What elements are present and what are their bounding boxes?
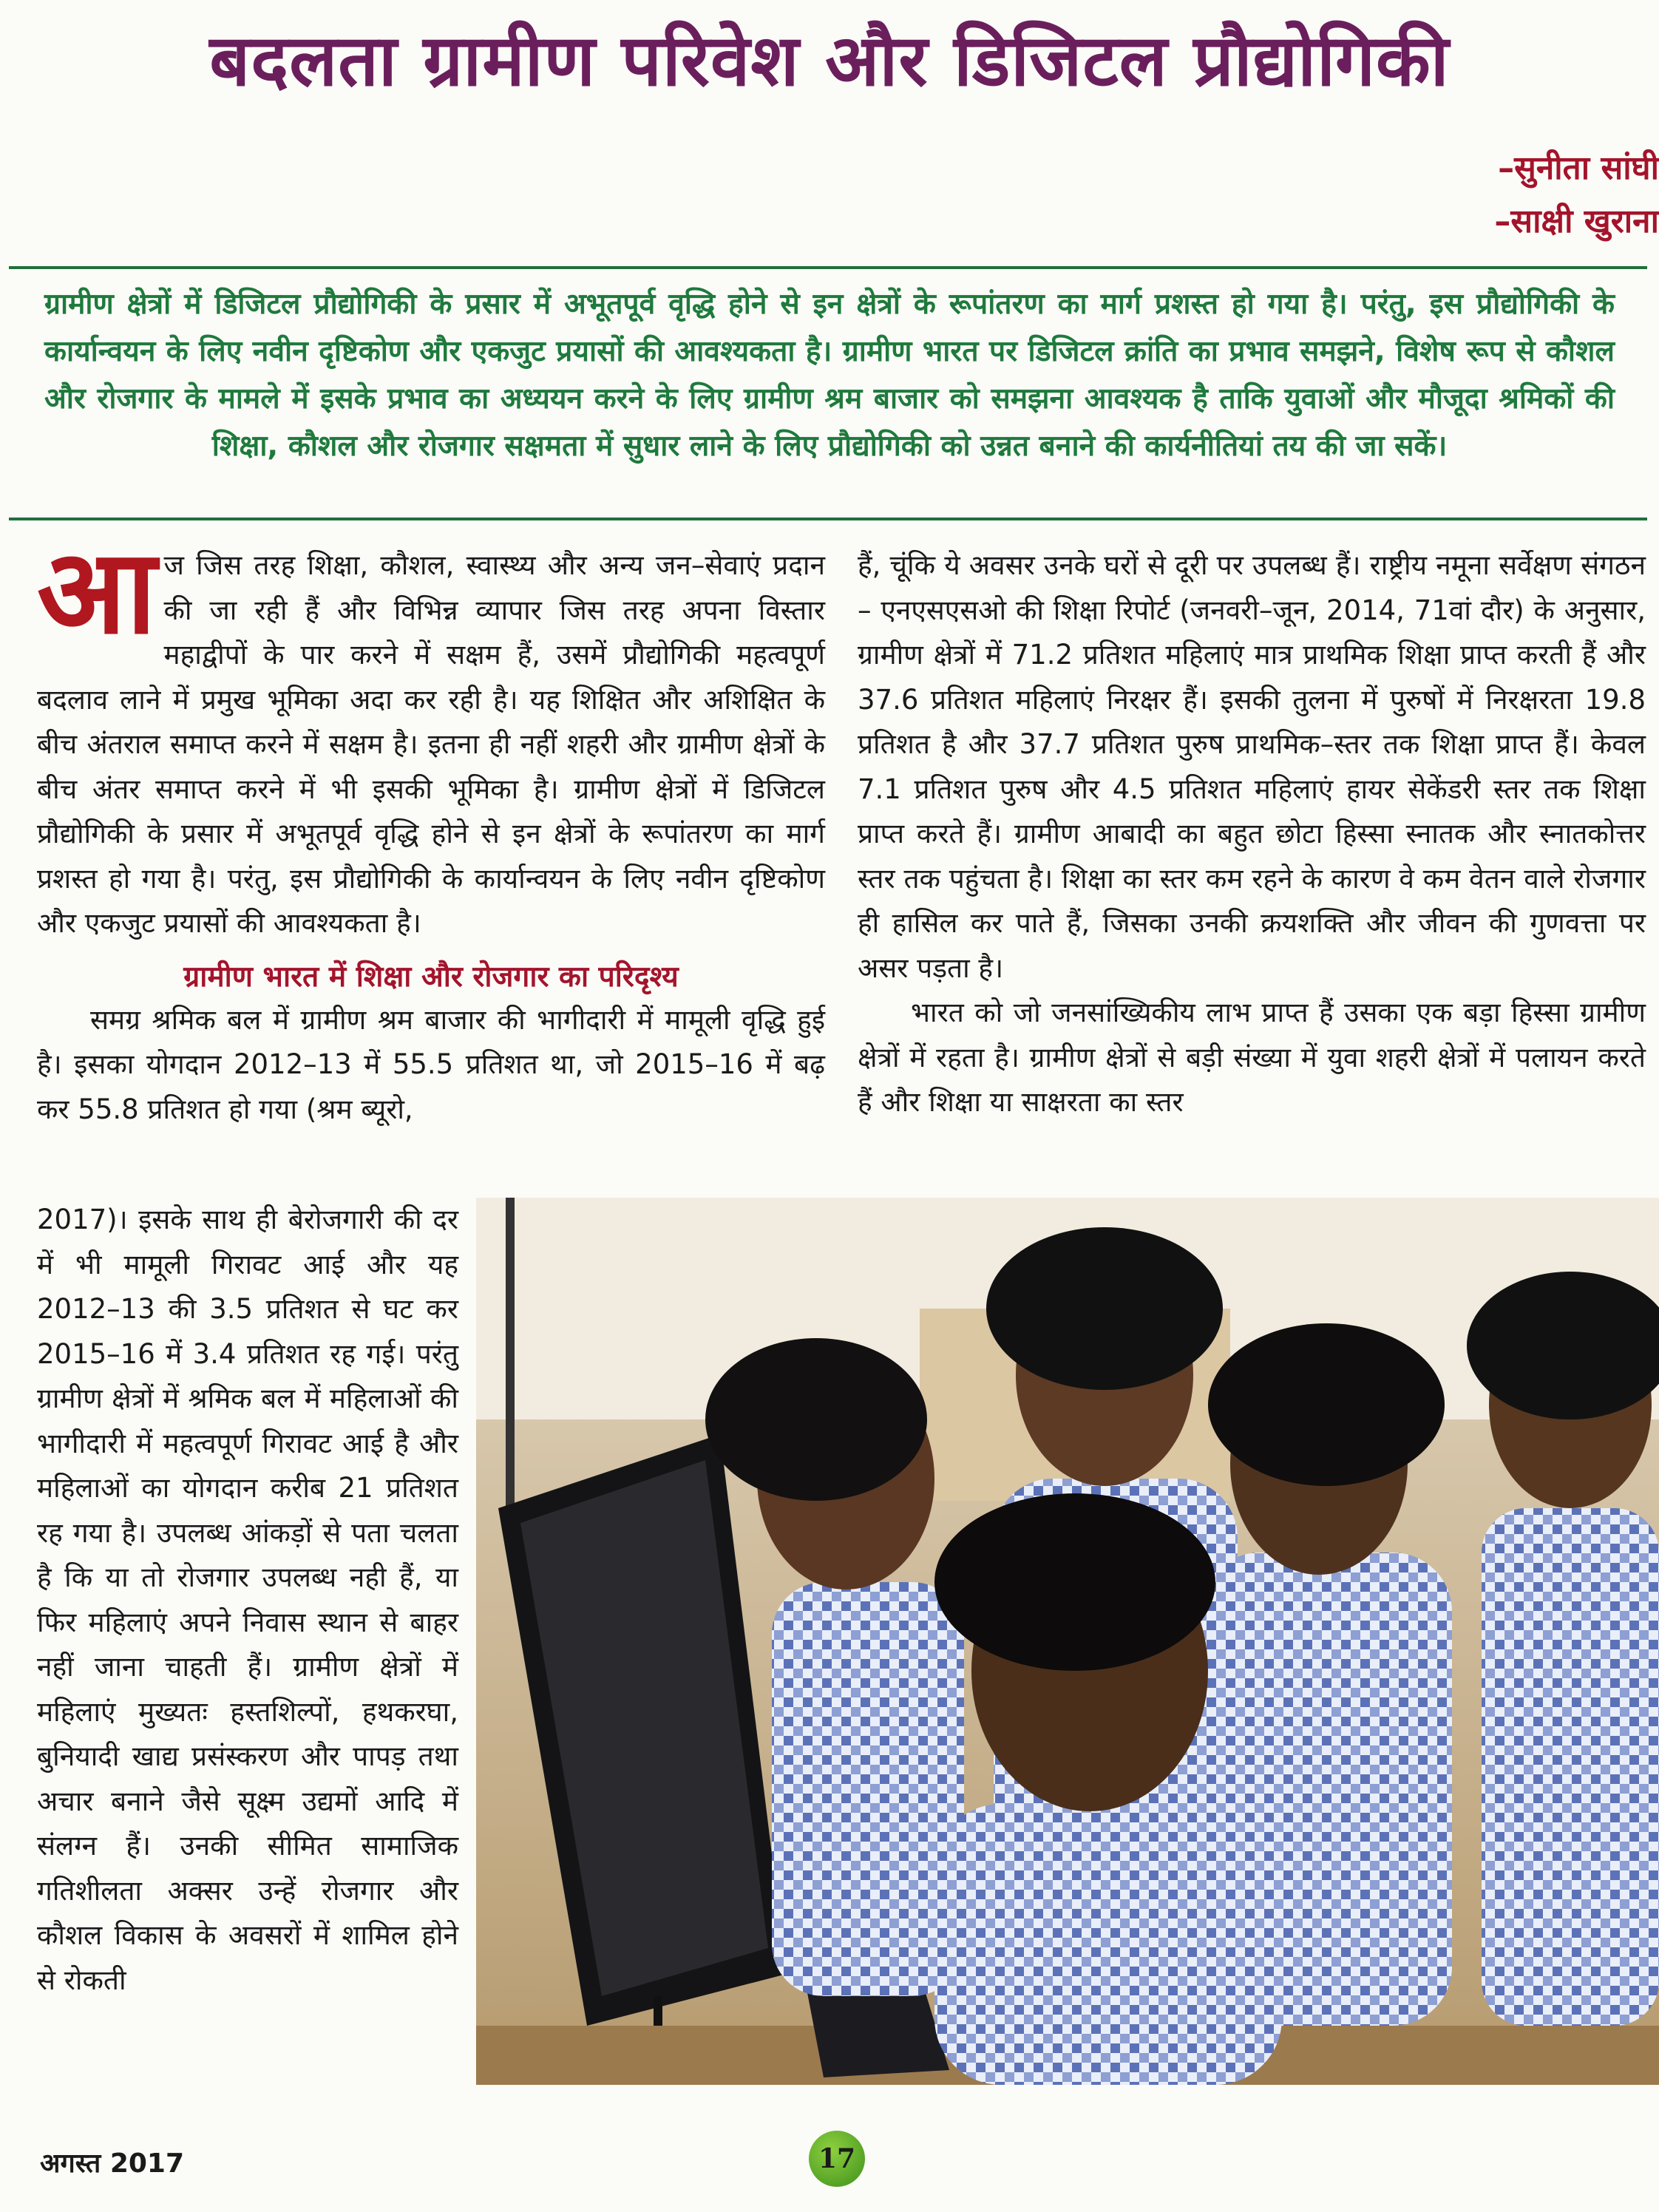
left-column bbox=[37, 524, 825, 1132]
narrow-column bbox=[37, 1198, 458, 2003]
right-column bbox=[858, 543, 1646, 1125]
paragraph: हैं, चूंकि ये अवसर उनके घरों से दूरी पर उपलब्ध हैं। राष्ट्रीय नमूना सर्वेक्षण संगठन – एनएसएसओ की शिक्षा रिपोर्ट (जनवरी–जून, 2014, 71वां दौर) के अनुसार, ग्रामीण क्षेत्रों में 71.2 प्रतिशत महिलाएं मात्र प्राथमिक शिक्षा प्राप्त करती हैं और 37.6 प्रतिशत महिलाएं निरक्षर हैं। इसकी तुलना में पुरुषों में निरक्षरता 19.8 प्रतिशत है और 37.7 प्रतिशत पुरुष प्राथमिक–स्तर तक शिक्षा प्राप्त हैं। केवल 7.1 प्रतिशत पुरुष और 4.5 प्रतिशत महिलाएं हायर सेकेंडरी स्तर तक शिक्षा प्राप्त करते हैं। ग्रामीण आबादी का बहुत छोटा हिस्सा स्नातक और स्नातकोत्तर स्तर तक पहुंचता है। शिक्षा का स्तर कम रहने के कारण वे कम वेतन वाले रोजगार ही हासिल कर पाते हैं, जिसका उनकी क्रयशक्ति और जीवन की गुणवत्ता पर असर पड़ता है। bbox=[858, 549, 1646, 984]
section-heading: ग्रामीण भारत में शिक्षा और रोजगार का परिदृश्य bbox=[183, 960, 679, 994]
opening-paragraph bbox=[37, 524, 825, 946]
divider bbox=[9, 266, 1647, 269]
child-figure bbox=[1467, 1272, 1659, 2026]
author-name: –साक्षी खुराना bbox=[1494, 203, 1659, 240]
paragraph: भारत को जो जनसांख्यिकीय लाभ प्राप्त हैं उसका एक बड़ा हिस्सा ग्रामीण क्षेत्रों में रहता है। ग्रामीण क्षेत्रों से बड़ी संख्या में युवा शहरी क्षेत्रों में पलायन करते हैं और शिक्षा या साक्षरता का स्तर bbox=[858, 997, 1646, 1118]
paragraph: 2017)। इसके साथ ही बेरोजगारी की दर में भी मामूली गिरावट आई और यह 2012–13 की 3.5 प्रतिशत से घट कर 2015–16 में 3.4 प्रतिशत रह गई। परंतु ग्रामीण क्षेत्रों में श्रमिक बल में महिलाओं की भागीदारी में महत्वपूर्ण गिरावट आई है और महिलाओं का योगदान करीब 21 प्रतिशत रह गया है। उपलब्ध आंकड़ों से पता चलता है कि या तो रोजगार उपलब्ध नही हैं, या फिर महिलाएं अपने निवास स्थान से बाहर नहीं जाना चाहती हैं। ग्रामीण क्षेत्रों में महिलाएं मुख्यतः हस्तशिल्पों, हथकरघा, बुनियादी खाद्य प्रसंस्करण और पापड़ तथा अचार बनाने जैसे सूक्ष्म उद्यमों आदि में संलग्न हैं। उनकी सीमित सामाजिक गतिशीलता अक्सर उन्हें रोजगार और कौशल विकास के अवसरों में शामिल होने से रोकती bbox=[37, 1204, 458, 1996]
drop-cap: आ bbox=[37, 524, 157, 660]
classroom-computer-photo bbox=[476, 1198, 1659, 2085]
paragraph-text: ज जिस तरह शिक्षा, कौशल, स्वास्थ्य और अन्य जन–सेवाएं प्रदान की जा रही हैं और विभिन्न व्यापार जिस तरह अपना विस्तार महाद्वीपों के पार करने में सक्षम हैं, उसमें प्रौद्योगिकी महत्वपूर्ण बदलाव लाने में प्रमुख भूमिका अदा कर रही है। यह शिक्षित और अशिक्षित के बीच अंतराल समाप्त करने में सक्षम है। इतना ही नहीं शहरी और ग्रामीण क्षेत्रों के बीच अंतर समाप्त करने में भी इसकी भूमिका है। ग्रामीण क्षेत्रों में डिजिटल प्रौद्योगिकी के प्रसार में अभूतपूर्व वृद्धि होने से इन क्षेत्रों के रूपांतरण का मार्ग प्रशस्त हो गया है। परंतु, इस प्रौद्योगिकी के कार्यान्वयन के लिए नवीन दृष्टिकोण और एकजुट प्रयासों की आवश्यकता है। bbox=[37, 549, 825, 939]
issue-date: अगस्त 2017 bbox=[40, 2148, 185, 2179]
photo-illustration bbox=[476, 1198, 1659, 2085]
divider bbox=[9, 518, 1647, 520]
article-title: बदलता ग्रामीण परिवेश और डिजिटल प्रौद्योगिकी bbox=[209, 19, 1450, 102]
intro-summary: ग्रामीण क्षेत्रों में डिजिटल प्रौद्योगिकी के प्रसार में अभूतपूर्व वृद्धि होने से इन क्षेत्रों के रूपांतरण का मार्ग प्रशस्त हो गया है। परंतु, इस प्रौद्योगिकी के कार्यान्वयन के लिए नवीन दृष्टिकोण और एकजुट प्रयासों की आवश्यकता है। ग्रामीण भारत पर डिजिटल क्रांति का प्रभाव समझने, विशेष रूप से कौशल और रोजगार के मामले में इसके प्रभाव का अध्ययन करने के लिए ग्रामीण श्रम बाजार को समझना आवश्यक है ताकि युवाओं और मौजूदा श्रमिकों की शिक्षा, कौशल और रोजगार सक्षमता में सुधार लाने के लिए प्रौद्योगिकी को उन्नत बनाने की कार्यनीतियां तय की जा सकें। bbox=[44, 288, 1615, 463]
paragraph: समग्र श्रमिक बल में ग्रामीण श्रम बाजार की भागीदारी में मामूली वृद्धि हुई है। इसका योगदान 2012–13 में 55.5 प्रतिशत था, जो 2015–16 में बढ़ कर 55.8 प्रतिशत हो गया (श्रम ब्यूरो, bbox=[37, 1003, 825, 1125]
page-number: 17 bbox=[809, 2131, 865, 2187]
author-name: –सुनीता सांघी bbox=[1498, 149, 1659, 187]
